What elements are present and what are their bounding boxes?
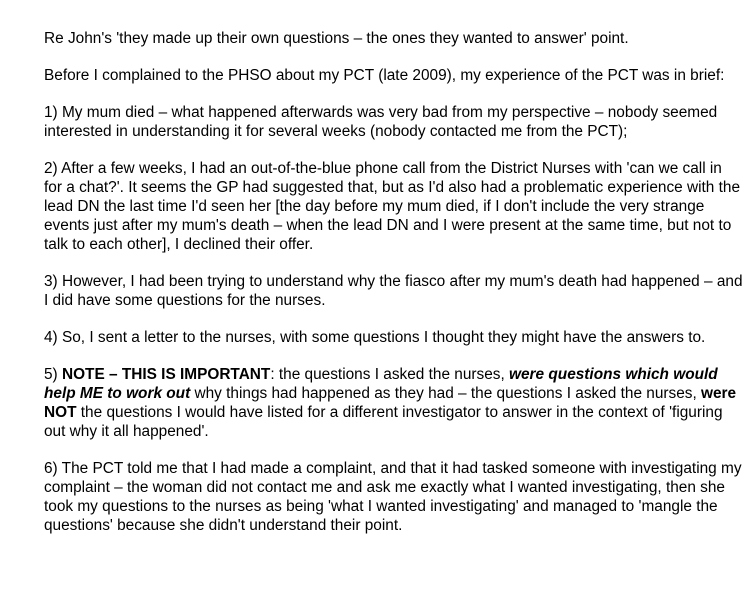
point-4-paragraph: 4) So, I sent a letter to the nurses, with some questions I thought they might have the answers to. xyxy=(44,329,706,346)
point-5-text-3: the questions I would have listed for a different investigator to answer in the context of 'figuring out why it all happened'. xyxy=(44,404,723,440)
point-1-paragraph: 1) My mum died – what happened afterwards was very bad from my perspective – nobody seemed interested in understanding it for several weeks (nobody contacted me from the PCT); xyxy=(44,104,718,140)
important-note-label: NOTE – THIS IS IMPORTANT xyxy=(61,366,271,383)
emphasis-phrase: were questions which would help ME to work out xyxy=(44,366,718,402)
point-5-paragraph xyxy=(44,365,744,441)
point-2-paragraph: 2) After a few weeks, I had an out-of-the-blue phone call from the District Nurses with 'can we call in for a chat?'. It seems the GP had suggested that, but as I'd also had a problematic experience with the lead DN the last time I'd seen her [the day before my mum died, if I don't include the very strange events just after my mum's death – when the lead DN and I were present at the same time, but not to talk to each other], I declined their offer. xyxy=(44,160,741,253)
point-5-text-2: why things had happened as they had – the questions I asked the nurses, xyxy=(190,385,702,402)
were-not-phrase: were NOT xyxy=(44,385,737,421)
point-5-prefix: 5) xyxy=(44,366,62,383)
point-5-text-1: : the questions I asked the nurses, xyxy=(270,366,510,383)
intro-paragraph: Re John's 'they made up their own questions – the ones they wanted to answer' point. xyxy=(44,30,629,47)
before-paragraph: Before I complained to the PHSO about my PCT (late 2009), my experience of the PCT was in brief: xyxy=(44,67,725,84)
document-body xyxy=(44,29,744,553)
point-3-paragraph: 3) However, I had been trying to understand why the fiasco after my mum's death had happened – and I did have some questions for the nurses. xyxy=(44,273,743,309)
point-6-paragraph: 6) The PCT told me that I had made a complaint, and that it had tasked someone with investigating my complaint – the woman did not contact me and ask me exactly what I wanted investigating, then she took my questions to the nurses as being 'what I wanted investigating' and managed to 'mangle the questions' because she didn't understand their point. xyxy=(44,460,742,534)
